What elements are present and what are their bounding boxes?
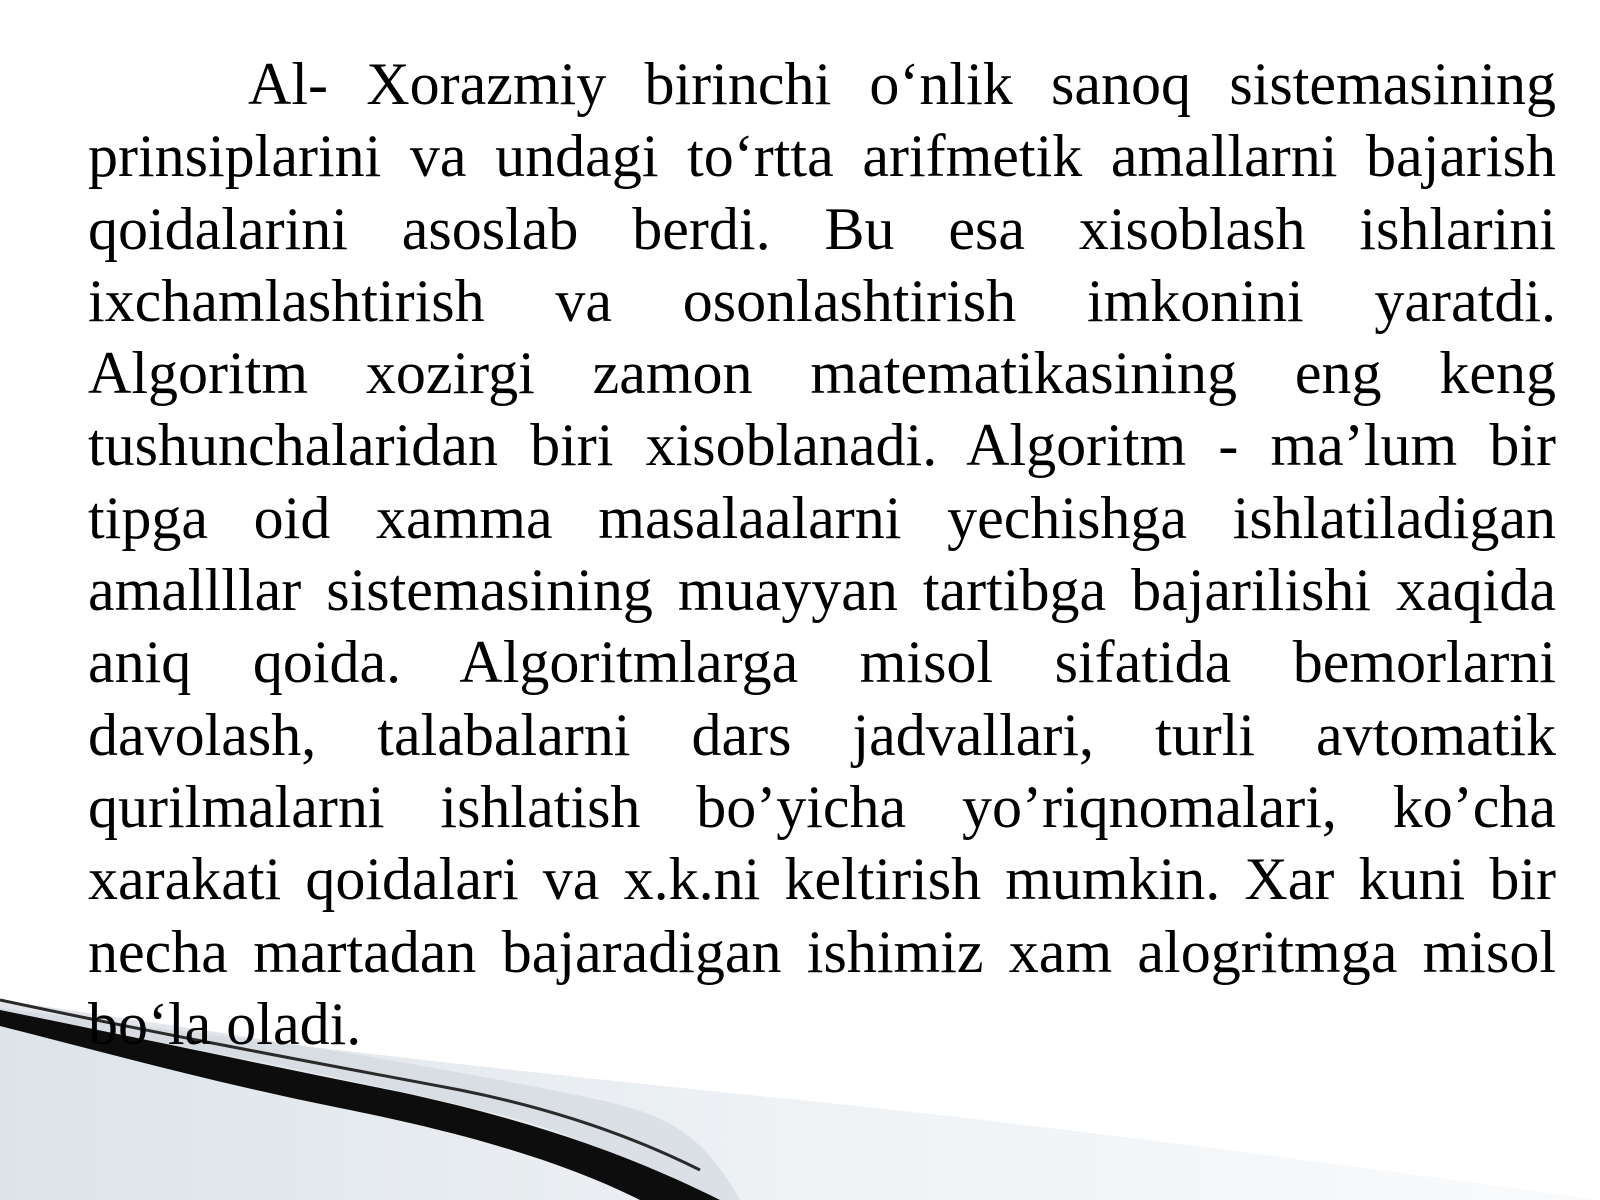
sentence-algorithm-examples: Algoritmlarga misol sifatida bemorlarni davolash, talabalarni dars jadvallari, turli avtomatik qurilmalarni ishlatish bo’yicha yo’riqnomalari, ko’cha xarakati qoidalari va x.k.ni keltirish mumkin. [88, 629, 1556, 913]
body-paragraph [88, 48, 1556, 1060]
sentence-algorithm-definition: Algoritm - ma’lum bir tipga oid xamma masalaalarni yechishga ishlatiladigan amallllar sistemasining muayyan tartibga bajarilishi xaqida aniq qoida. [88, 412, 1556, 696]
sentence-daily-algorithm: Xar kuni bir necha martadan bajaradigan ishimiz xam alogritmga misol bo‘la oladi. [88, 846, 1557, 1057]
sentence-khorezmi: Al- Xorazmiy birinchi o‘nlik sanoq sistemasining prinsiplarini va undagi to‘rtta arifmetik amallarni bajarish qoidalarini asoslab berdi. [88, 51, 1556, 262]
sentence-algorithm-concept: Algoritm xozirgi zamon matematikasining eng keng tushunchalaridan biri xisoblanadi. [88, 340, 1556, 479]
sentence-simplification: Bu esa xisoblash ishlarini ixchamlashtirish va osonlashtirish imkonini yaratdi. [88, 195, 1556, 334]
